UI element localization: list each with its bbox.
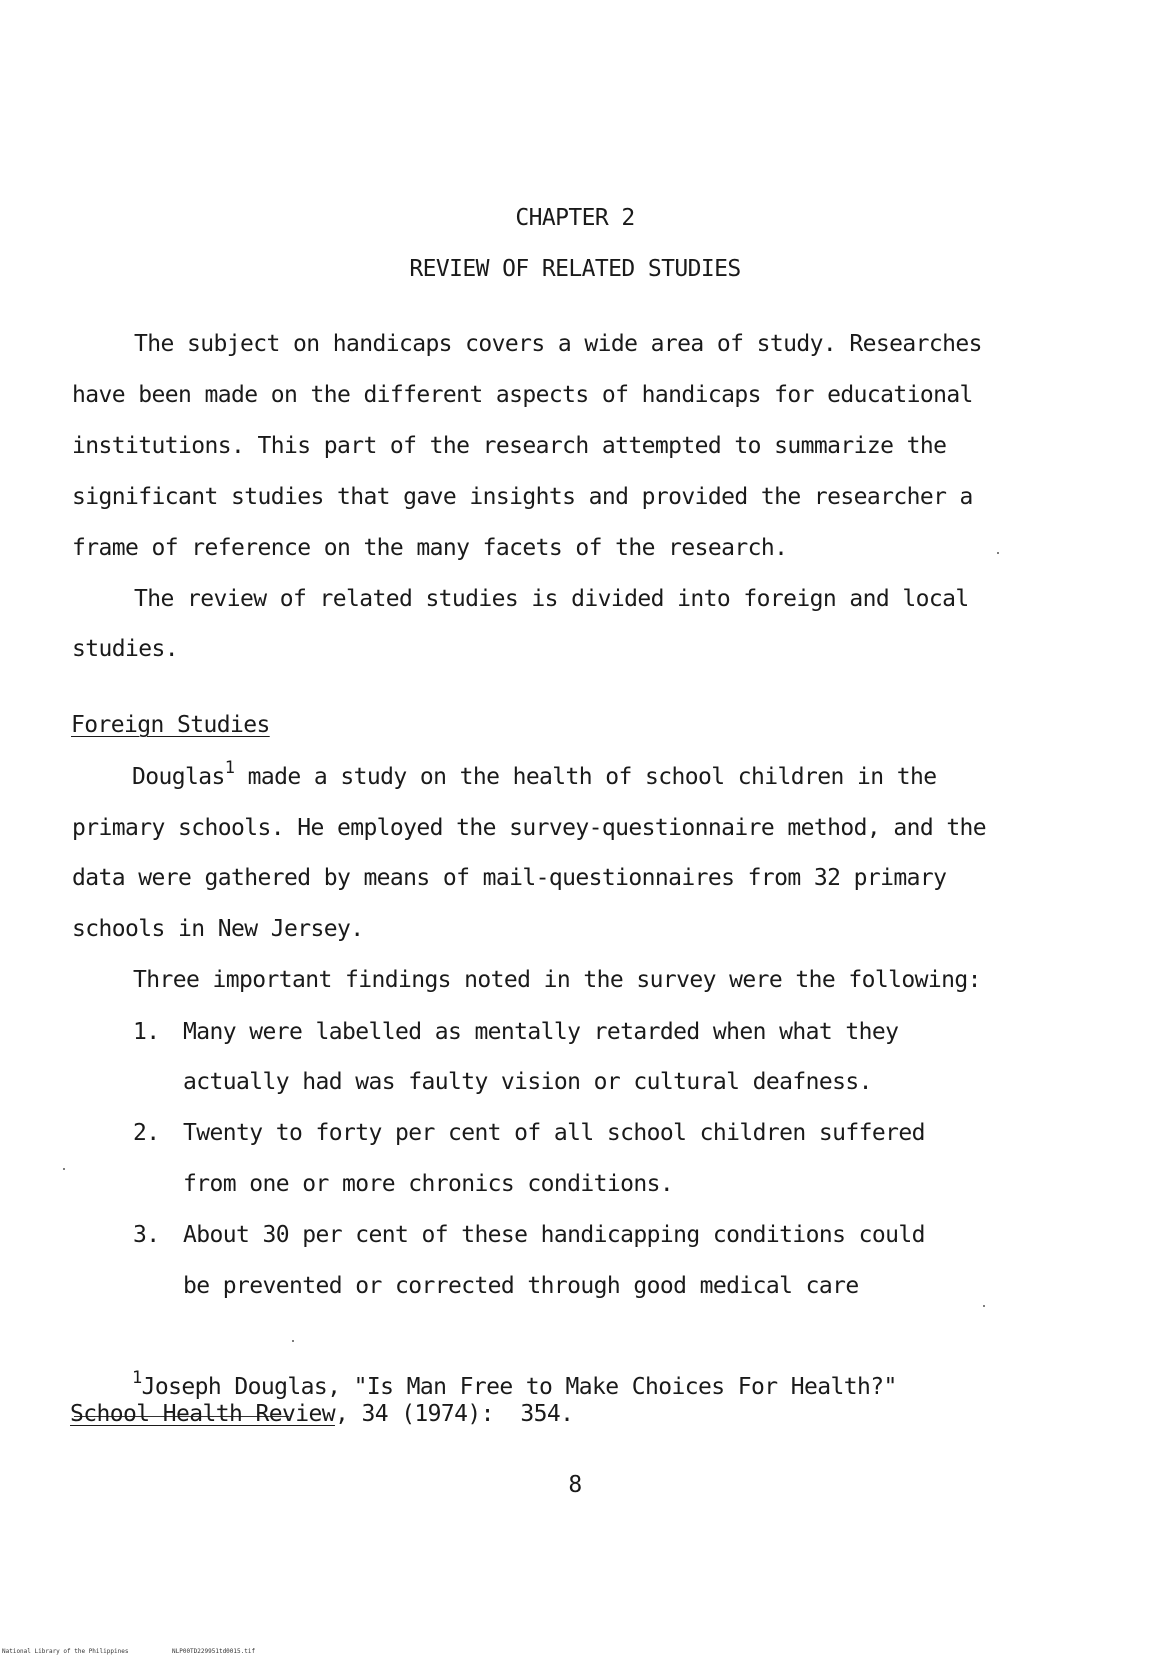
chapter-label: CHAPTER 2: [515, 205, 635, 231]
section-heading-foreign-studies: Foreign Studies: [71, 712, 270, 738]
list-item-text: About 30 per cent of these handicapping conditions could: [183, 1222, 925, 1248]
footnote-line: [70, 1401, 573, 1427]
footnote-mark: 1: [132, 1368, 142, 1388]
list-item-text: Many were labelled as mentally retarded when what they: [183, 1019, 899, 1045]
paragraph-line: [132, 758, 937, 790]
page-number: 8: [568, 1472, 582, 1498]
list-item-number: 2.: [133, 1120, 160, 1146]
list-item-text: from one or more chronics conditions.: [183, 1171, 674, 1197]
paragraph-line: institutions. This part of the research attempted to summarize the: [72, 433, 947, 459]
paragraph-line: The subject on handicaps covers a wide area of study. Researches: [134, 331, 982, 357]
footnote-text: Joseph Douglas, "Is Man Free to Make Choices For Health?": [141, 1374, 897, 1400]
paragraph-line: have been made on the different aspects of handicaps for educational: [72, 382, 973, 408]
findings-intro: Three important findings noted in the survey were the following:: [133, 967, 981, 993]
list-item-number: 3.: [133, 1222, 160, 1248]
first-line-text: made a study on the health of school children in the: [234, 764, 937, 790]
scan-speck: [63, 1168, 65, 1170]
list-item-text: Twenty to forty per cent of all school children suffered: [183, 1120, 925, 1146]
list-item-number: 1.: [133, 1019, 160, 1045]
paragraph-line: schools in New Jersey.: [72, 916, 364, 942]
footnote-line: [132, 1368, 897, 1400]
paragraph-line: frame of reference on the many facets of the research.: [72, 535, 788, 561]
journal-title: School Health Review: [70, 1401, 335, 1427]
author-name: Douglas: [132, 764, 225, 790]
paragraph-line: primary schools. He employed the survey-questionnaire method, and the: [72, 815, 987, 841]
list-item-text: actually had was faulty vision or cultural deafness.: [183, 1069, 872, 1095]
paragraph-line: significant studies that gave insights and provided the researcher a: [72, 484, 973, 510]
paragraph-line: data were gathered by means of mail-questionnaires from 32 primary: [72, 865, 947, 891]
paragraph-line: The review of related studies is divided into foreign and local: [134, 586, 969, 612]
chapter-title: REVIEW OF RELATED STUDIES: [409, 256, 741, 282]
footnote-reference: 1: [224, 758, 235, 778]
file-stamp: NLP00TD229951td0015.tif: [172, 1648, 256, 1655]
scan-speck: [997, 552, 999, 554]
paragraph-line: studies.: [72, 636, 178, 662]
scan-speck: [983, 1305, 985, 1307]
citation-details: , 34 (1974): 354.: [334, 1401, 574, 1427]
scan-speck: [292, 1340, 294, 1342]
library-stamp: National Library of the Philippines: [2, 1648, 129, 1655]
list-item-text: be prevented or corrected through good medical care: [183, 1273, 859, 1299]
